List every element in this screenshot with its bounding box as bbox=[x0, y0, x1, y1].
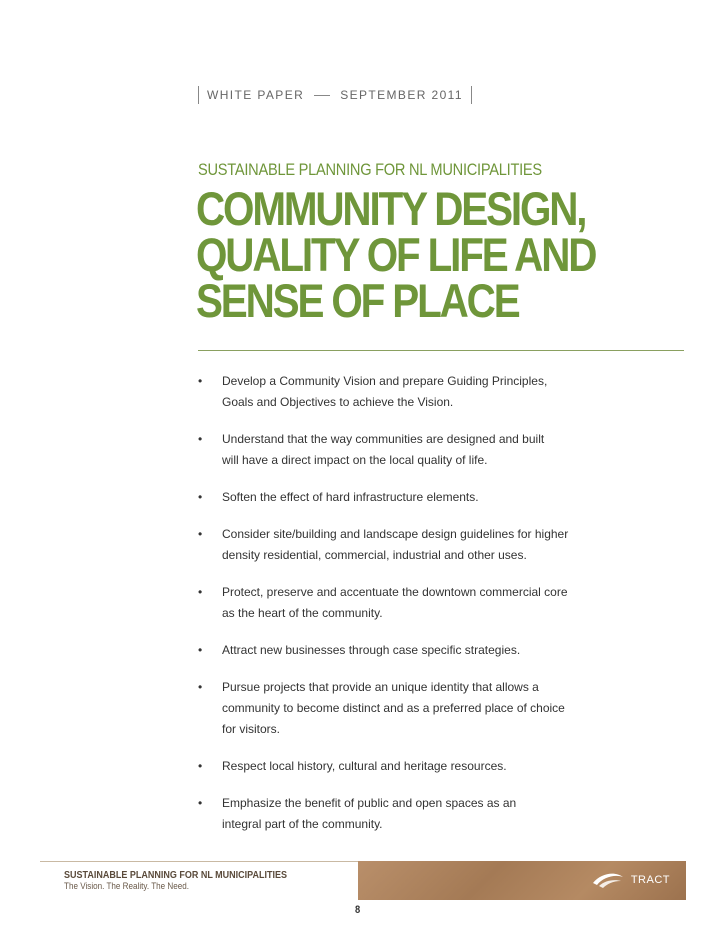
title-line: QUALITY OF LIFE AND bbox=[196, 228, 596, 281]
footer-title: SUSTAINABLE PLANNING FOR NL MUNICIPALITIES bbox=[64, 870, 288, 881]
list-item bbox=[198, 487, 698, 508]
bullet-icon: • bbox=[198, 585, 203, 599]
page-title bbox=[196, 182, 596, 327]
list-item bbox=[198, 677, 567, 740]
page-number: 8 bbox=[355, 904, 361, 916]
list-item-text: Respect local history, cultural and heritage resources. bbox=[222, 759, 507, 773]
bullet-icon: • bbox=[198, 374, 203, 388]
footer-band bbox=[40, 861, 686, 900]
bullet-icon: • bbox=[198, 680, 203, 694]
list-item-text: Pursue projects that provide an unique identity that allows a community to become distinct and as a preferred place of choice for visitors. bbox=[222, 680, 565, 736]
list-item-text: Understand that the way communities are designed and built will have a direct impact on the local quality of life. bbox=[222, 432, 545, 467]
list-item bbox=[198, 756, 698, 777]
list-item-text: Develop a Community Vision and prepare Guiding Principles, Goals and Objectives to achieve the Vision. bbox=[222, 374, 548, 409]
list-item bbox=[198, 793, 532, 835]
divider bbox=[198, 86, 199, 104]
bullet-icon: • bbox=[198, 759, 203, 773]
list-item bbox=[198, 524, 602, 566]
bullet-icon: • bbox=[198, 643, 203, 657]
divider bbox=[471, 86, 472, 104]
list-item-text: Protect, preserve and accentuate the downtown commercial core as the heart of the community. bbox=[222, 585, 568, 620]
doc-date: SEPTEMBER 2011 bbox=[340, 88, 463, 102]
divider bbox=[314, 95, 330, 96]
list-item-text: Consider site/building and landscape design guidelines for higher density residential, commercial, industrial and other uses. bbox=[222, 527, 569, 562]
title-divider bbox=[198, 350, 684, 351]
footer-info bbox=[40, 861, 358, 900]
bullet-icon: • bbox=[198, 796, 203, 810]
bullet-icon: • bbox=[198, 490, 203, 504]
swoosh-icon bbox=[591, 871, 625, 889]
bullet-list bbox=[198, 371, 698, 851]
footer-tagline: The Vision. The Reality. The Need. bbox=[64, 881, 190, 891]
list-item bbox=[198, 371, 562, 413]
doc-type: WHITE PAPER bbox=[207, 88, 305, 102]
bullet-icon: • bbox=[198, 432, 203, 446]
document-header bbox=[198, 86, 472, 104]
list-item bbox=[198, 640, 698, 661]
footer-texture bbox=[358, 861, 686, 900]
tract-logo bbox=[591, 871, 670, 889]
list-item bbox=[198, 582, 572, 624]
list-item-text: Attract new businesses through case specific strategies. bbox=[222, 643, 521, 657]
list-item-text: Emphasize the benefit of public and open spaces as an integral part of the community. bbox=[222, 796, 517, 831]
bullet-icon: • bbox=[198, 527, 203, 541]
list-item bbox=[198, 429, 562, 471]
section-subtitle: SUSTAINABLE PLANNING FOR NL MUNICIPALITIES bbox=[198, 160, 542, 179]
title-line: SENSE OF PLACE bbox=[196, 274, 519, 327]
logo-text: TRACT bbox=[630, 874, 670, 886]
list-item-text: Soften the effect of hard infrastructure elements. bbox=[222, 490, 479, 504]
title-line: COMMUNITY DESIGN, bbox=[196, 182, 586, 235]
